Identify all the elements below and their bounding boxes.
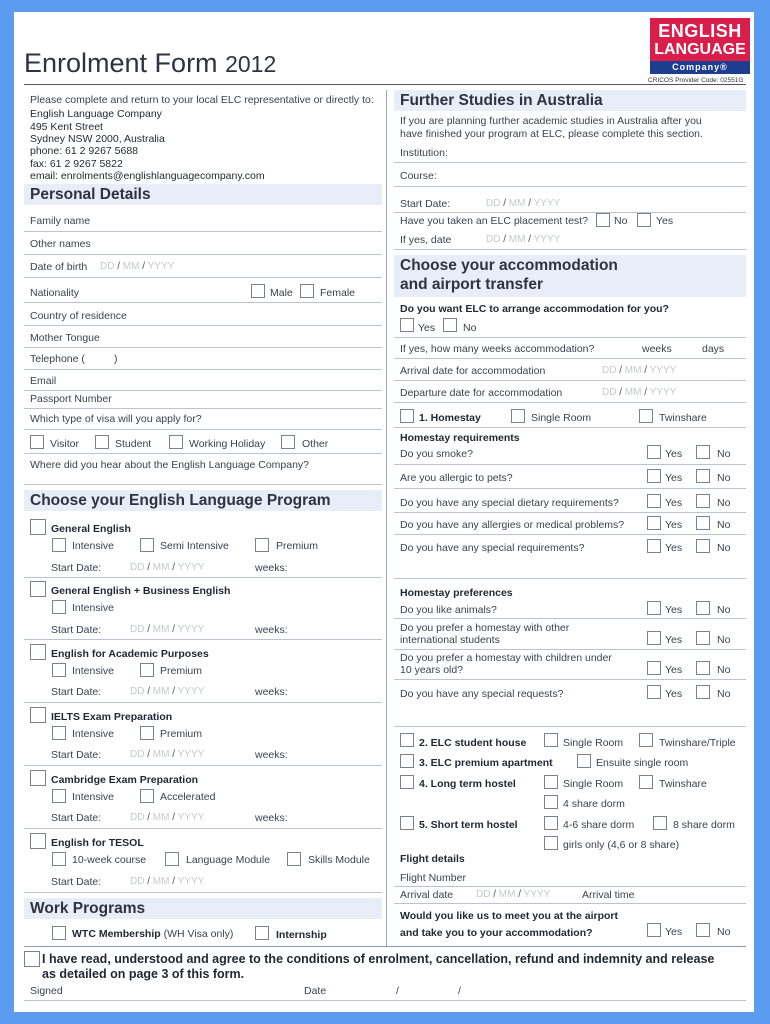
long-hostel-checkbox[interactable] bbox=[400, 775, 414, 789]
sign-date-slash-2: / bbox=[458, 985, 461, 997]
family-name-field[interactable] bbox=[24, 231, 382, 232]
ielts-checkbox[interactable] bbox=[30, 707, 46, 723]
children-divider bbox=[394, 679, 746, 680]
long-hostel-single-checkbox[interactable] bbox=[544, 775, 558, 789]
other-names-label: Other names bbox=[30, 238, 91, 250]
requests-no-checkbox[interactable] bbox=[696, 685, 710, 699]
semi-intensive-checkbox[interactable] bbox=[140, 538, 154, 552]
special-req-question: Do you have any special requirements? bbox=[400, 542, 585, 554]
signature-line[interactable] bbox=[24, 1000, 746, 1001]
family-name-label: Family name bbox=[30, 215, 91, 227]
signed-label: Signed bbox=[30, 985, 63, 997]
contact-intro: Please complete and return to your local ELC representative or directly to: bbox=[30, 94, 374, 106]
homestay-preferences-heading: Homestay preferences bbox=[400, 587, 513, 599]
mother-tongue-label: Mother Tongue bbox=[30, 332, 100, 344]
accom-departure-field bbox=[394, 402, 746, 403]
sign-date-label: Date bbox=[304, 985, 327, 997]
ensuite-checkbox[interactable] bbox=[577, 754, 591, 768]
ielts-intensive-checkbox[interactable] bbox=[52, 726, 66, 740]
eap-label: English for Academic Purposes bbox=[51, 648, 209, 660]
cambridge-intensive-checkbox[interactable] bbox=[52, 789, 66, 803]
business-english-label: General English + Business English bbox=[51, 585, 231, 597]
dob-label: Date of birth bbox=[30, 261, 88, 273]
short-hostel-label: 5. Short term hostel bbox=[419, 819, 518, 831]
accom-arrival-placeholder[interactable]: DD / MM / YYYY bbox=[602, 365, 677, 376]
placement-date-field bbox=[394, 249, 746, 250]
long-hostel-label: 4. Long term hostel bbox=[419, 778, 516, 790]
agreement-checkbox[interactable] bbox=[24, 951, 40, 967]
general-weeks-label: weeks: bbox=[255, 562, 288, 574]
pets-yes-checkbox[interactable] bbox=[647, 469, 661, 483]
business-start-label: Start Date: bbox=[51, 624, 102, 636]
allergies-no-label: No bbox=[717, 519, 731, 531]
intl-yes-checkbox[interactable] bbox=[647, 631, 661, 645]
ielts-premium-label: Premium bbox=[160, 728, 203, 740]
female-checkbox[interactable] bbox=[300, 284, 314, 298]
four-share-label: 4 share dorm bbox=[563, 798, 625, 810]
meet-question-line1: Would you like us to meet you at the airport bbox=[400, 910, 618, 922]
smoke-divider bbox=[394, 464, 746, 465]
hear-question: Where did you hear about the English Language Company? bbox=[30, 459, 310, 471]
arrange-question: Do you want ELC to arrange accommodation for you? bbox=[400, 303, 669, 315]
tesol-checkbox[interactable] bbox=[30, 833, 46, 849]
other-visa-checkbox[interactable] bbox=[281, 435, 295, 449]
eap-divider bbox=[24, 702, 382, 703]
special-no-label: No bbox=[717, 542, 731, 554]
general-english-checkbox[interactable] bbox=[30, 519, 46, 535]
homestay-label: 1. Homestay bbox=[419, 412, 481, 424]
internship-label: Internship bbox=[276, 929, 327, 941]
cambridge-intensive-label: Intensive bbox=[72, 791, 115, 803]
tesol-label: English for TESOL bbox=[51, 837, 144, 849]
special-divider bbox=[394, 578, 746, 579]
working-holiday-checkbox[interactable] bbox=[169, 435, 183, 449]
pets-no-label: No bbox=[717, 472, 731, 484]
telephone-paren: ) bbox=[114, 353, 118, 365]
eap-start-label: Start Date: bbox=[51, 686, 102, 698]
intl-no-checkbox[interactable] bbox=[696, 631, 710, 645]
business-divider bbox=[24, 639, 382, 640]
ielts-intensive-label: Intensive bbox=[72, 728, 115, 740]
smoke-no-label: No bbox=[717, 448, 731, 460]
smoke-yes-checkbox[interactable] bbox=[647, 445, 661, 459]
weeks-label: weeks bbox=[642, 343, 672, 355]
cambridge-weeks-label: weeks: bbox=[255, 812, 288, 824]
ielts-start-label: Start Date: bbox=[51, 749, 102, 761]
children-yes-label: Yes bbox=[665, 664, 683, 676]
course-field[interactable] bbox=[394, 186, 746, 187]
wtc-label: WTC Membership (WH Visa only) bbox=[72, 928, 234, 940]
contact-company: English Language Company bbox=[30, 108, 162, 120]
dob-placeholder[interactable]: DD / MM / YYYY bbox=[100, 261, 175, 272]
title-divider bbox=[24, 84, 746, 85]
long-hostel-single-label: Single Room bbox=[563, 778, 624, 790]
cambridge-start-label: Start Date: bbox=[51, 812, 102, 824]
ielts-label: IELTS Exam Preparation bbox=[51, 711, 173, 723]
arrival-date-placeholder[interactable]: DD / MM / YYYY bbox=[476, 889, 551, 900]
email-label: Email bbox=[30, 375, 57, 387]
placement-no-label: No bbox=[614, 215, 628, 227]
long-hostel-twin-label: Twinshare bbox=[659, 778, 707, 790]
placement-yes-checkbox[interactable] bbox=[637, 213, 651, 227]
accom-departure-label: Departure date for accommodation bbox=[400, 387, 563, 399]
smoke-no-checkbox[interactable] bbox=[696, 445, 710, 459]
visa-divider bbox=[24, 429, 382, 430]
intl-question-line2: international students bbox=[400, 634, 500, 646]
male-checkbox[interactable] bbox=[251, 284, 265, 298]
meet-question-line2: and take you to your accommodation? bbox=[400, 927, 593, 939]
course-label: Course: bbox=[400, 170, 437, 182]
requests-no-label: No bbox=[717, 688, 731, 700]
program-header: Choose your English Language Program bbox=[24, 490, 382, 511]
days-label: days bbox=[702, 343, 725, 355]
general-english-label: General English bbox=[51, 523, 131, 535]
further-text-line2: have finished your program at ELC, please complete this section. bbox=[400, 128, 703, 140]
dob-field bbox=[24, 277, 382, 278]
company-logo bbox=[650, 18, 750, 74]
arrange-yes-checkbox[interactable] bbox=[400, 318, 414, 332]
further-start-label: Start Date: bbox=[400, 198, 451, 210]
pets-question: Are you allergic to pets? bbox=[400, 472, 513, 484]
accom-departure-placeholder[interactable]: DD / MM / YYYY bbox=[602, 387, 677, 398]
agreement-divider bbox=[24, 946, 746, 947]
children-yes-checkbox[interactable] bbox=[647, 661, 661, 675]
allergies-question: Do you have any allergies or medical problems? bbox=[400, 519, 625, 531]
ielts-premium-checkbox[interactable] bbox=[140, 726, 154, 740]
four-six-label: 4-6 share dorm bbox=[563, 819, 635, 831]
skills-module-checkbox[interactable] bbox=[287, 852, 301, 866]
page-title: Enrolment Form 2012 bbox=[24, 48, 277, 78]
placement-date-placeholder[interactable]: DD / MM / YYYY bbox=[486, 234, 561, 245]
tesol-10week-checkbox[interactable] bbox=[52, 852, 66, 866]
animals-yes-checkbox[interactable] bbox=[647, 601, 661, 615]
requests-yes-label: Yes bbox=[665, 688, 683, 700]
title-year: 2012 bbox=[225, 51, 277, 77]
pets-no-checkbox[interactable] bbox=[696, 469, 710, 483]
logo-line2: LANGUAGE bbox=[654, 41, 746, 58]
intl-divider bbox=[394, 649, 746, 650]
student-house-twin-label: Twinshare/Triple bbox=[659, 737, 736, 749]
semi-intensive-label: Semi Intensive bbox=[160, 540, 229, 552]
institution-label: Institution: bbox=[400, 147, 448, 159]
placement-date-label: If yes, date bbox=[400, 234, 452, 246]
general-intensive-checkbox[interactable] bbox=[52, 538, 66, 552]
nationality-label: Nationality bbox=[30, 287, 80, 299]
homestay-checkbox[interactable] bbox=[400, 409, 414, 423]
telephone-label: Telephone ( bbox=[30, 353, 85, 365]
arrange-yes-label: Yes bbox=[418, 322, 436, 334]
allergies-no-checkbox[interactable] bbox=[696, 516, 710, 530]
requests-question: Do you have any special requests? bbox=[400, 688, 564, 700]
logo-line3: Company® bbox=[650, 61, 750, 74]
ensuite-label: Ensuite single room bbox=[596, 757, 689, 769]
country-field[interactable] bbox=[24, 325, 382, 326]
contact-street: 495 Kent Street bbox=[30, 121, 103, 133]
requests-divider bbox=[394, 726, 746, 727]
diet-yes-label: Yes bbox=[665, 497, 683, 509]
requests-yes-checkbox[interactable] bbox=[647, 685, 661, 699]
placement-yes-label: Yes bbox=[656, 215, 674, 227]
allergies-divider bbox=[394, 534, 746, 535]
arrival-time-label: Arrival time bbox=[582, 889, 635, 901]
business-intensive-label: Intensive bbox=[72, 602, 115, 614]
four-share-checkbox[interactable] bbox=[544, 795, 558, 809]
flight-details-heading: Flight details bbox=[400, 853, 465, 865]
short-hostel-checkbox[interactable] bbox=[400, 816, 414, 830]
eight-share-checkbox[interactable] bbox=[653, 816, 667, 830]
institution-field[interactable] bbox=[394, 162, 746, 163]
visitor-checkbox[interactable] bbox=[30, 435, 44, 449]
homestay-twinshare-label: Twinshare bbox=[659, 412, 707, 424]
diet-no-label: No bbox=[717, 497, 731, 509]
general-divider bbox=[24, 577, 382, 578]
arrival-field[interactable] bbox=[394, 903, 746, 904]
diet-no-checkbox[interactable] bbox=[696, 494, 710, 508]
other-names-field[interactable] bbox=[24, 254, 382, 255]
student-checkbox[interactable] bbox=[95, 435, 109, 449]
tesol-10week-label: 10-week course bbox=[72, 854, 147, 866]
other-visa-label: Other bbox=[302, 438, 329, 450]
placement-question: Have you taken an ELC placement test? bbox=[400, 215, 588, 227]
special-no-checkbox[interactable] bbox=[696, 539, 710, 553]
working-holiday-label: Working Holiday bbox=[189, 438, 266, 450]
further-studies-header: Further Studies in Australia bbox=[394, 90, 746, 111]
student-house-single-label: Single Room bbox=[563, 737, 624, 749]
eap-weeks-label: weeks: bbox=[255, 686, 288, 698]
arrange-divider bbox=[394, 337, 746, 338]
visitor-label: Visitor bbox=[50, 438, 79, 450]
intl-no-label: No bbox=[717, 634, 731, 646]
cambridge-label: Cambridge Exam Preparation bbox=[51, 774, 199, 786]
internship-checkbox[interactable] bbox=[255, 926, 269, 940]
animals-divider bbox=[394, 618, 746, 619]
nationality-field[interactable] bbox=[24, 302, 382, 303]
passport-field[interactable] bbox=[24, 408, 382, 409]
weeks-field[interactable] bbox=[394, 358, 746, 359]
pets-yes-label: Yes bbox=[665, 472, 683, 484]
business-intensive-checkbox[interactable] bbox=[52, 600, 66, 614]
skills-module-label: Skills Module bbox=[308, 854, 370, 866]
eight-share-label: 8 share dorm bbox=[673, 819, 735, 831]
passport-label: Passport Number bbox=[30, 393, 112, 405]
special-yes-checkbox[interactable] bbox=[647, 539, 661, 553]
meet-no-label: No bbox=[717, 926, 731, 938]
male-label: Male bbox=[270, 287, 293, 299]
premium-apt-label: 3. ELC premium apartment bbox=[419, 757, 553, 769]
meet-no-checkbox[interactable] bbox=[696, 923, 710, 937]
arrange-no-checkbox[interactable] bbox=[443, 318, 457, 332]
pets-divider bbox=[394, 488, 746, 489]
premium-apt-checkbox[interactable] bbox=[400, 754, 414, 768]
long-hostel-twin-checkbox[interactable] bbox=[639, 775, 653, 789]
children-no-label: No bbox=[717, 664, 731, 676]
smoke-yes-label: Yes bbox=[665, 448, 683, 460]
eap-intensive-label: Intensive bbox=[72, 665, 115, 677]
logo-line1: ENGLISH bbox=[658, 21, 742, 41]
student-house-single-checkbox[interactable] bbox=[544, 733, 558, 747]
accommodation-header: Choose your accommodation and airport transfer bbox=[394, 255, 746, 297]
general-premium-label: Premium bbox=[276, 540, 319, 552]
tesol-start-placeholder[interactable]: DD / MM / YYYY bbox=[130, 876, 205, 887]
special-yes-label: Yes bbox=[665, 542, 683, 554]
further-start-divider bbox=[394, 212, 746, 213]
homestay-twinshare-checkbox[interactable] bbox=[639, 409, 653, 423]
homestay-single-checkbox[interactable] bbox=[511, 409, 525, 423]
general-start-placeholder[interactable]: DD / MM / YYYY bbox=[130, 562, 205, 573]
intl-yes-label: Yes bbox=[665, 634, 683, 646]
personal-details-header: Personal Details bbox=[24, 184, 382, 205]
general-start-label: Start Date: bbox=[51, 562, 102, 574]
diet-question: Do you have any special dietary requirements? bbox=[400, 497, 619, 509]
animals-yes-label: Yes bbox=[665, 604, 683, 616]
cricos-code: CRICOS Provider Code: 02551G bbox=[648, 77, 744, 84]
further-start-placeholder[interactable]: DD / MM / YYYY bbox=[486, 198, 561, 209]
language-module-label: Language Module bbox=[186, 854, 271, 866]
female-label: Female bbox=[320, 287, 356, 299]
intl-question-line1: Do you prefer a homestay with other bbox=[400, 622, 570, 634]
visa-question: Which type of visa will you apply for? bbox=[30, 413, 202, 425]
cambridge-accelerated-label: Accelerated bbox=[160, 791, 216, 803]
telephone-field[interactable] bbox=[24, 369, 382, 370]
accom-arrival-field bbox=[394, 380, 746, 381]
contact-city: Sydney NSW 2000, Australia bbox=[30, 133, 165, 145]
homestay-divider bbox=[394, 427, 746, 428]
student-house-twin-checkbox[interactable] bbox=[639, 733, 653, 747]
cambridge-checkbox[interactable] bbox=[30, 770, 46, 786]
ielts-start-placeholder[interactable]: DD / MM / YYYY bbox=[130, 749, 205, 760]
children-question-line1: Do you prefer a homestay with children under bbox=[400, 652, 612, 664]
agreement-text-line2: as detailed on page 3 of this form. bbox=[42, 967, 245, 981]
flight-number-field[interactable] bbox=[394, 886, 746, 887]
business-english-checkbox[interactable] bbox=[30, 581, 46, 597]
eap-premium-label: Premium bbox=[160, 665, 203, 677]
student-house-checkbox[interactable] bbox=[400, 733, 414, 747]
children-no-checkbox[interactable] bbox=[696, 661, 710, 675]
allergies-yes-checkbox[interactable] bbox=[647, 516, 661, 530]
arrange-no-label: No bbox=[463, 322, 477, 334]
animals-question: Do you like animals? bbox=[400, 604, 497, 616]
student-label: Student bbox=[115, 438, 152, 450]
general-premium-checkbox[interactable] bbox=[255, 538, 269, 552]
homestay-single-label: Single Room bbox=[531, 412, 592, 424]
contact-fax: fax: 61 2 9267 5822 bbox=[30, 158, 123, 170]
further-text-line1: If you are planning further academic studies in Australia after you bbox=[400, 115, 702, 127]
diet-yes-checkbox[interactable] bbox=[647, 494, 661, 508]
eap-premium-checkbox[interactable] bbox=[140, 663, 154, 677]
four-six-checkbox[interactable] bbox=[544, 816, 558, 830]
visa-options-divider bbox=[24, 453, 382, 454]
mother-tongue-field[interactable] bbox=[24, 347, 382, 348]
country-label: Country of residence bbox=[30, 310, 127, 322]
cambridge-start-placeholder[interactable]: DD / MM / YYYY bbox=[130, 812, 205, 823]
language-module-checkbox[interactable] bbox=[165, 852, 179, 866]
cambridge-accelerated-checkbox[interactable] bbox=[140, 789, 154, 803]
eap-checkbox[interactable] bbox=[30, 644, 46, 660]
enrolment-form-page bbox=[14, 12, 754, 1012]
flight-number-label: Flight Number bbox=[400, 872, 466, 884]
email-field[interactable] bbox=[24, 390, 382, 391]
allergies-yes-label: Yes bbox=[665, 519, 683, 531]
children-question-line2: 10 years old? bbox=[400, 664, 464, 676]
wtc-checkbox[interactable] bbox=[52, 926, 66, 940]
eap-start-placeholder[interactable]: DD / MM / YYYY bbox=[130, 686, 205, 697]
contact-email: email: enrolments@englishlanguagecompany.com bbox=[30, 170, 265, 182]
business-weeks-label: weeks: bbox=[255, 624, 288, 636]
contact-phone: phone: 61 2 9267 5688 bbox=[30, 145, 139, 157]
arrival-date-label: Arrival date bbox=[400, 889, 454, 901]
placement-no-checkbox[interactable] bbox=[596, 213, 610, 227]
agreement-text-line1: I have read, understood and agree to the conditions of enrolment, cancellation, refund and indemnity and release bbox=[42, 952, 715, 966]
business-start-placeholder[interactable]: DD / MM / YYYY bbox=[130, 624, 205, 635]
sign-date-slash-1: / bbox=[396, 985, 399, 997]
how-many-weeks-label: If yes, how many weeks accommodation? bbox=[400, 343, 595, 355]
ielts-weeks-label: weeks: bbox=[255, 749, 288, 761]
girls-only-label: girls only (4,6 or 8 share) bbox=[563, 839, 680, 851]
animals-no-checkbox[interactable] bbox=[696, 601, 710, 615]
general-intensive-label: Intensive bbox=[72, 540, 115, 552]
homestay-requirements-heading: Homestay requirements bbox=[400, 432, 520, 444]
tesol-divider bbox=[24, 892, 382, 893]
accom-arrival-label: Arrival date for accommodation bbox=[400, 365, 546, 377]
work-programs-header: Work Programs bbox=[24, 898, 382, 919]
hear-field[interactable] bbox=[24, 484, 382, 485]
eap-intensive-checkbox[interactable] bbox=[52, 663, 66, 677]
ielts-divider bbox=[24, 765, 382, 766]
smoke-question: Do you smoke? bbox=[400, 448, 473, 460]
tesol-start-label: Start Date: bbox=[51, 876, 102, 888]
meet-yes-checkbox[interactable] bbox=[647, 923, 661, 937]
cambridge-divider bbox=[24, 828, 382, 829]
student-house-label: 2. ELC student house bbox=[419, 737, 527, 749]
animals-no-label: No bbox=[717, 604, 731, 616]
girls-only-checkbox[interactable] bbox=[544, 836, 558, 850]
column-divider bbox=[386, 90, 387, 946]
meet-yes-label: Yes bbox=[665, 926, 683, 938]
diet-divider bbox=[394, 512, 746, 513]
